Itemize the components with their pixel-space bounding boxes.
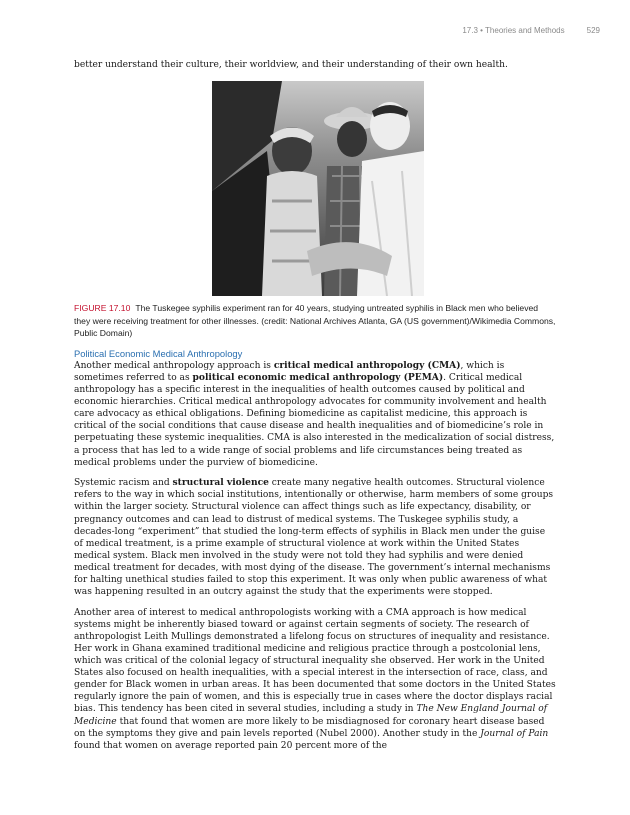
figure-label: FIGURE 17.10 [74, 303, 131, 314]
page-content [74, 59, 556, 760]
text-run: , which is sometimes referred to as [74, 360, 505, 383]
woman-dress [262, 171, 322, 296]
running-header [462, 26, 600, 35]
figure-caption [74, 302, 556, 340]
text-run: Another area of interest to medical anthropologists working with a CMA approach is how medical systems might be inherently biased toward or against certain segments of society. The research of anthropologist Leith Mullings demonstrated a lifelong focus on structures of inequality and resistance. Her work in Ghana examined traditional medicine and religious practice through a postcolonial lens, which was critical of the colonial legacy of structural inequality she observed. Her work in the United States also focused on health inequalities, with a special interest in the intersection of race, class, and gender for Black women in urban areas. It has been documented that some doctors in the United States regularly ignore the pain of women, and this is especially true in cases where the doctor displays racial bias. This tendency has been cited in several studies, including a study in [74, 607, 556, 715]
man-head [337, 121, 367, 157]
figure-caption-text: The Tuskegee syphilis experiment ran for 40 years, studying untreated syphilis in Black men who believed they were receiving treatment for other illnesses. (credit: National Archives Atlanta, GA (US government)/Wikimedia Commons, Public Domain) [74, 303, 556, 339]
journal-title-pain: Journal of Pain [480, 728, 549, 739]
figure-photo [212, 81, 424, 296]
text-run: Another medical anthropology approach is [74, 360, 274, 371]
text-run: create many negative health outcomes. Structural violence refers to the way in which social institutions, intentionally or otherwise, harm members of some groups within the larger society. Structural violence can affect things such as life expectancy, disability, or pregnancy outcomes and can lead to distrust of medical systems. The Tuskegee syphilis study, a decades-long “experiment” that studied the long-term effects of syphilis in Black men under the guise of medical treatment, is a prime example of structural violence at work within the United States medical system. Black men involved in the study were not told they had syphilis and were denied medical treatment for decades, with most dying of the disease. The government’s internal mechanisms for halting unethical studies failed to stop this experiment. It was only when public awareness of what was happening resulted in an outcry against the study that the experiments were stopped. [74, 478, 554, 598]
text-run: that found that women are more likely to be misdiagnosed for coronary heart disease based on the symptoms they give and pain levels reported (Nubel 2000). Another study in the [74, 716, 545, 739]
text-run: . Critical medical anthropology has a specific interest in the inequalities of health outcomes caused by political and economic hierarchies. Critical medical anthropology advocates for community involvement and health care advocacy as ethical obligations. Defining biomedicine as capitalist medicine, this approach is critical of the social conditions that cause disease and health inequalities and of biomedicine’s role in perpetuating these systemic inequalities. CMA is also interested in the medicalization of social distress, a process that has led to a wide range of social problems and life circumstances being treated as medical problems under the purview of biomedicine. [74, 372, 555, 468]
doctor-white-coat [357, 151, 424, 296]
paragraph-structural-violence [74, 477, 556, 598]
section-heading: Political Economic Medical Anthropology [74, 347, 243, 359]
photo-illustration [212, 81, 424, 296]
journal-title-nejm: The New England Journal of Medicine [74, 704, 548, 727]
paragraph-medical-bias [74, 607, 556, 752]
term-pema: political economic medical anthropology (PEMA) [192, 371, 444, 383]
term-structural-violence: structural violence [172, 477, 269, 489]
paragraph-cma [74, 360, 556, 469]
running-header-section: 17.3 • Theories and Methods [462, 26, 565, 35]
page-number: 529 [586, 26, 600, 35]
intro-line: better understand their culture, their worldview, and their understanding of their own health. [74, 60, 508, 70]
term-cma: critical medical anthropology (CMA) [273, 359, 461, 371]
text-run: Systemic racism and [74, 478, 173, 489]
text-run: found that women on average reported pain 20 percent more of the [74, 740, 388, 751]
